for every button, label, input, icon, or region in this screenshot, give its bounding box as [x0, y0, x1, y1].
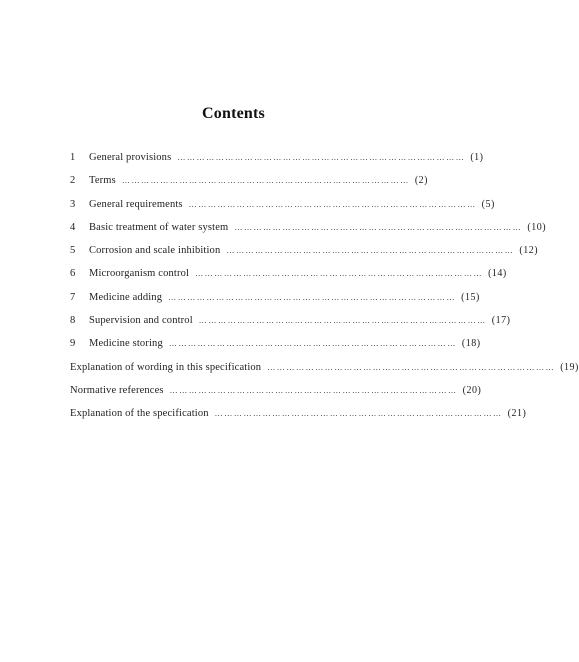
toc-entry-page: (20): [462, 384, 482, 396]
dot-leader: ………………………………………………………………………………: [267, 362, 556, 372]
toc-entry[interactable]: [70, 402, 527, 425]
toc-entry-number: 5: [70, 245, 76, 257]
toc-entry[interactable]: [70, 309, 511, 332]
toc-entry[interactable]: [70, 193, 495, 216]
toc-entry-page: (19): [560, 361, 579, 373]
toc-entry-number: 7: [70, 291, 76, 303]
toc-entry-page: (1): [470, 152, 484, 163]
toc-entry-page: (18): [461, 338, 481, 350]
toc-entry-title: General provisions: [89, 152, 172, 163]
toc-entry-number: 9: [70, 338, 76, 350]
toc-entry-title: Supervision and control: [89, 315, 193, 327]
dot-leader: ………………………………………………………………………………: [234, 222, 523, 232]
toc-entry[interactable]: [70, 239, 539, 262]
dot-leader: ………………………………………………………………………………: [177, 153, 466, 162]
dot-leader: ………………………………………………………………………………: [169, 385, 458, 395]
toc-entry[interactable]: [70, 169, 429, 192]
toc-entry-title: Corrosion and scale inhibition: [89, 245, 221, 257]
toc-entry[interactable]: [70, 332, 481, 355]
toc-entry-page: (21): [507, 408, 527, 420]
toc-entry-page: (17): [491, 315, 511, 327]
table-of-contents: [70, 146, 579, 426]
toc-entry-title: Medicine storing: [89, 338, 163, 350]
toc-entry-title: Terms: [89, 175, 116, 187]
dot-leader: ………………………………………………………………………………: [121, 176, 410, 186]
dot-leader: ………………………………………………………………………………: [226, 246, 515, 256]
toc-entry-title: Basic treatment of water system: [89, 221, 229, 233]
toc-entry-number: 2: [70, 175, 76, 187]
page-title: Contents: [202, 105, 265, 122]
toc-entry-title: Medicine adding: [89, 291, 163, 303]
dot-leader: ………………………………………………………………………………: [214, 409, 503, 419]
toc-entry[interactable]: [70, 146, 484, 169]
toc-entry-page: (14): [488, 268, 507, 280]
toc-entry-number: 4: [70, 221, 76, 233]
toc-entry-number: 3: [70, 198, 76, 210]
dot-leader: ………………………………………………………………………………: [188, 199, 477, 209]
toc-entry-page: (12): [519, 245, 539, 257]
toc-entry-title: Explanation of the specification: [70, 408, 209, 420]
toc-entry-number: 6: [70, 268, 76, 280]
toc-entry[interactable]: [70, 286, 480, 309]
dot-leader: ………………………………………………………………………………: [198, 316, 487, 326]
toc-entry-page: (5): [481, 198, 495, 210]
dot-leader: ………………………………………………………………………………: [195, 269, 484, 279]
toc-entry-page: (15): [461, 291, 480, 303]
toc-entry-title: Explanation of wording in this specification: [70, 361, 262, 373]
toc-entry-number: 8: [70, 315, 76, 327]
dot-leader: ………………………………………………………………………………: [168, 339, 457, 349]
dot-leader: ………………………………………………………………………………: [168, 292, 457, 302]
toc-entry[interactable]: [70, 216, 547, 239]
toc-entry[interactable]: [70, 379, 482, 402]
toc-entry-title: Normative references: [70, 384, 164, 396]
toc-entry-title: General requirements: [89, 198, 183, 210]
toc-entry-number: 1: [70, 152, 76, 163]
toc-entry-title: Microorganism control: [89, 268, 190, 280]
toc-entry[interactable]: [70, 262, 507, 285]
toc-entry[interactable]: [70, 356, 579, 379]
toc-entry-page: (10): [527, 221, 547, 233]
toc-entry-page: (2): [414, 175, 429, 187]
